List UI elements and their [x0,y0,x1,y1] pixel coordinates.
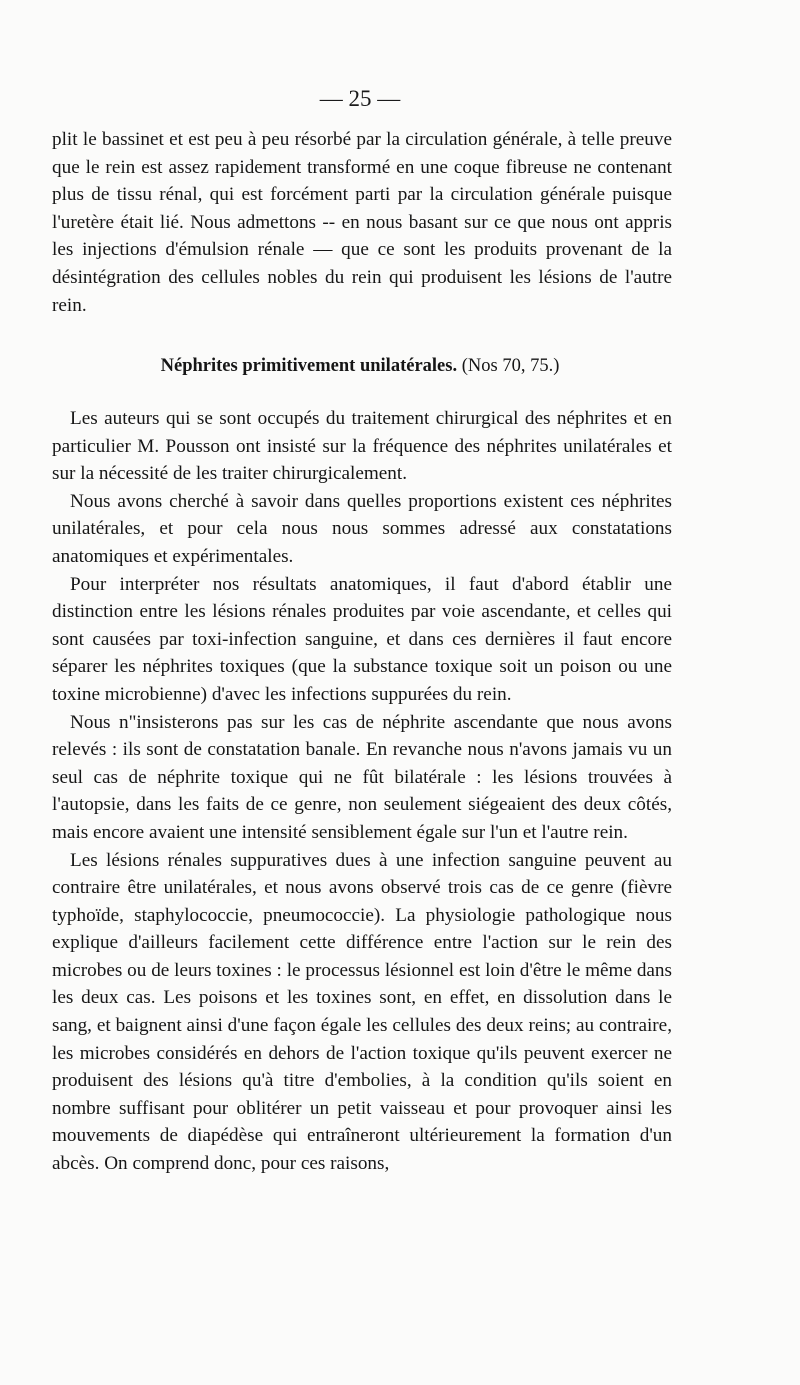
page-number: — 25 — [319,86,401,111]
paragraph: Les auteurs qui se sont occupés du traitement chirurgical des néphrites et en particulier M. Pousson ont insisté sur la fréquence des néphrites unilatérales et sur la nécessité de les traiter chirurgicalement. [52,408,672,485]
intro-text-block [52,126,672,319]
section-heading-title: Néphrites primitivement unilatérales. [160,356,458,376]
paragraph: Pour interpréter nos résultats anatomiques, il faut d'abord établir une distinction entre les lésions rénales produites par voie ascendante, et celles qui sont causées par toxi-infection sanguine, et dans ces dernières il faut encore séparer les néphrites toxiques (que la substance toxique soit un poison ou une toxine microbienne) d'avec les infections suppurées du rein. [52,573,672,705]
section-heading [0,356,720,377]
intro-paragraph: plit le bassinet et est peu à peu résorbé par la circulation générale, à telle preuve que le rein est assez rapidement transformé en une coque fibreuse ne contenant plus de tissu rénal, qui est forcément parti par la circulation générale puisque l'uretère était lié. Nous admettons -- en nous basant sur ce que nous ont appris les injections d'émulsion rénale — que ce sont les produits provenant de la désintégration des cellules nobles du rein qui produisent les lésions de l'autre rein. [52,129,672,316]
section-heading-reference: (Nos 70, 75.) [461,356,560,376]
paragraph: Les lésions rénales suppuratives dues à une infection sanguine peuvent au contraire être unilatérales, et nous avons observé trois cas de ce genre (fièvre typhoïde, staphylococcie, pneumococcie). La physiologie pathologique nous explique d'ailleurs facilement cette différence entre l'action sur le rein des microbes ou de leurs toxines : le processus lésionnel est loin d'être le même dans les deux cas. Les poisons et les toxines sont, en effet, en dissolution dans le sang, et baignent ainsi d'une façon égale les cellules des deux reins; au contraire, les microbes considérés en dehors de l'action toxique qu'ils peuvent exercer ne produisent des lésions qu'à titre d'embolies, à la condition qu'ils soient en nombre suffisant pour oblitérer un petit vaisseau et pour provoquer ainsi les mouvements de diapédèse qui entraîneront ultérieurement la formation d'un abcès. On comprend donc, pour ces raisons, [52,849,672,1175]
paragraph: Nous n"insisterons pas sur les cas de néphrite ascendante que nous avons relevés : ils sont de constatation banale. En revanche nous n'avons jamais vu un seul cas de néphrite toxique qui ne fût bilatérale : les lésions trouvées à l'autopsie, dans les faits de ce genre, non seulement siégeaient des deux côtés, mais encore avaient une intensité sensiblement égale sur l'un et l'autre rein. [52,711,672,843]
main-text-block [52,405,672,1178]
paragraph: Nous avons cherché à savoir dans quelles proportions existent ces néphrites unilatérales, et pour cela nous nous sommes adressé aux constatations anatomiques et expérimentales. [52,490,672,567]
